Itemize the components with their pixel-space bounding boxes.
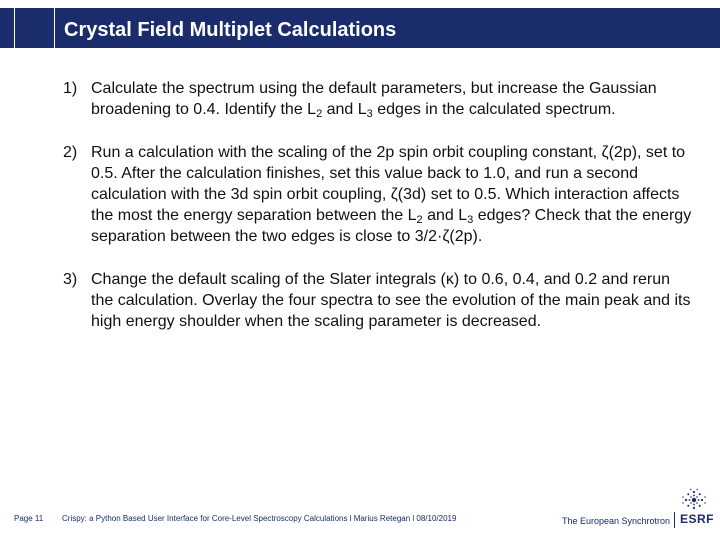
esrf-burst-icon xyxy=(680,488,708,512)
footer-text: Crispy: a Python Based User Interface for Core-Level Spectroscopy Calculations l Marius Retegan l 08/10/2019 xyxy=(62,514,457,523)
title-bar-left-block xyxy=(0,8,54,48)
exercise-number: 2) xyxy=(63,144,78,161)
exercise-number: 3) xyxy=(63,271,78,288)
text-segment: Run a calculation with the scaling of the 2p spin orbit coupling constant, ζ(2p), set to 0.5. After the calculation finishes, set this value back to 1.0, and run a second calculation with the 3d spin orbit coupling, ζ(3d) set to 0.5. Which interaction affects the most the energy separation between the L xyxy=(91,144,686,224)
subscript: 2 xyxy=(416,214,423,226)
text-segment: edges? Check that the energy separation between the two edges is close to 3/2·ζ(2p). xyxy=(91,207,692,245)
footer xyxy=(14,514,456,523)
exercise-item-2 xyxy=(63,142,693,247)
logo-tagline: The European Synchrotron xyxy=(562,516,671,526)
subscript: 2 xyxy=(316,108,323,120)
exercise-number: 1) xyxy=(63,80,78,97)
exercise-text xyxy=(91,80,657,118)
logo-divider xyxy=(674,512,675,528)
title-bar xyxy=(0,8,720,48)
exercise-item-1 xyxy=(63,78,693,120)
slide-title: Crystal Field Multiplet Calculations xyxy=(64,19,397,41)
logo-name: ESRF xyxy=(680,512,715,526)
subscript: 3 xyxy=(366,108,373,120)
title-bar-divider xyxy=(14,8,15,48)
page-number: Page 11 xyxy=(14,514,44,523)
text-segment: and L xyxy=(422,207,468,224)
esrf-logo xyxy=(562,488,715,532)
text-segment: and L xyxy=(322,101,367,118)
exercise-item-3 xyxy=(63,269,693,332)
text-segment: Calculate the spectrum using the default parameters, but increase the Gaussian broadening to 0.4. Identify the L xyxy=(91,80,657,118)
subscript: 3 xyxy=(467,214,474,226)
exercise-text: Change the default scaling of the Slater integrals (κ) to 0.6, 0.4, and 0.2 and rerun the calculation. Overlay the four spectra to see the evolution of the main peak and its high energy shoulder when the scaling parameter is decreased. xyxy=(91,271,691,330)
exercise-list xyxy=(63,78,693,354)
exercise-text xyxy=(91,144,691,245)
text-segment: edges in the calculated spectrum. xyxy=(372,101,616,118)
